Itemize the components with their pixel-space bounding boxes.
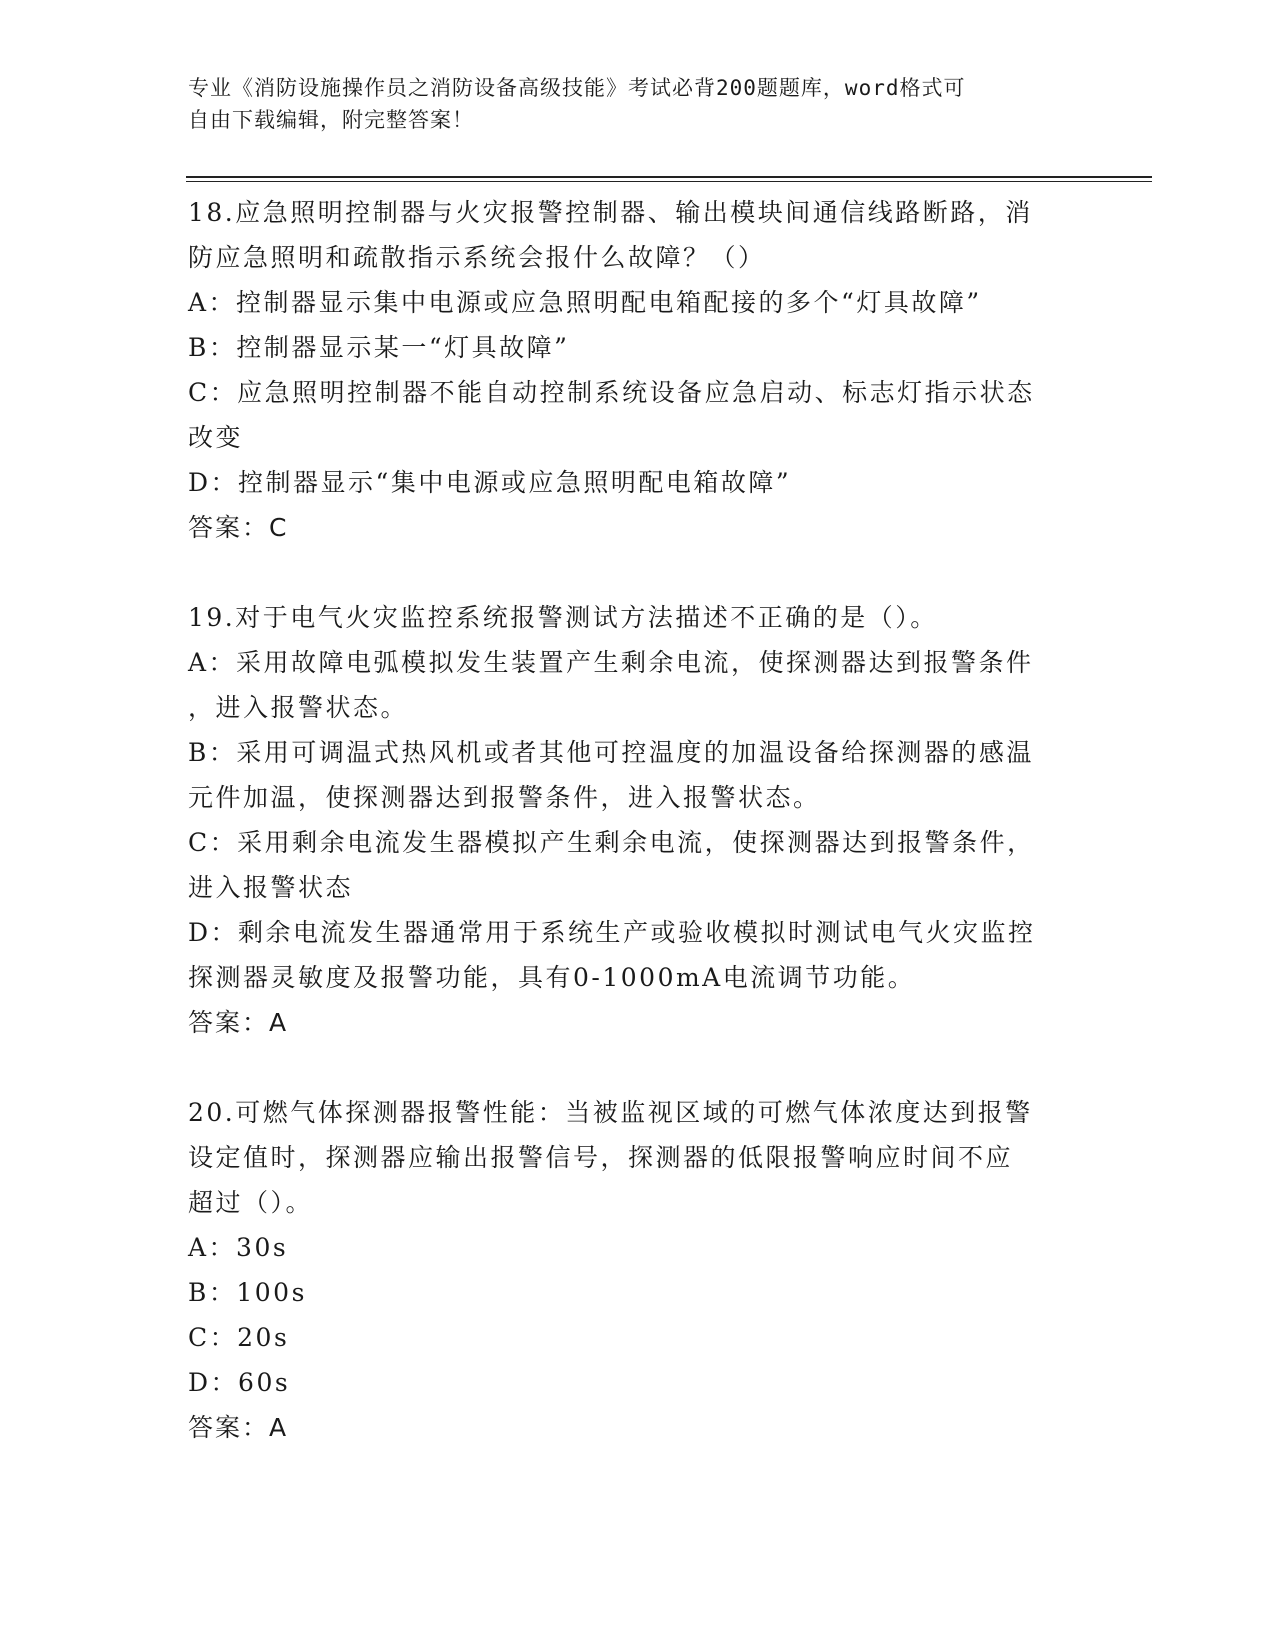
option-line: 改变	[188, 423, 244, 452]
option-line: B：100s	[188, 1278, 307, 1307]
option-line: D：60s	[188, 1368, 291, 1397]
question-stem-line: 20.可燃气体探测器报警性能：当被监视区域的可燃气体浓度达到报警	[188, 1098, 1033, 1127]
question-stem-line: 防应急照明和疏散指示系统会报什么故障？（）	[188, 243, 766, 272]
question-stem-line: 超过（）。	[188, 1188, 314, 1217]
question-block	[188, 595, 1068, 1045]
question-block	[188, 190, 1068, 550]
answer-line: 答案：A	[188, 1413, 289, 1442]
question-stem-line: 18.应急照明控制器与火灾报警控制器、输出模块间通信线路断路，消	[188, 198, 1033, 227]
document-header	[188, 72, 1068, 136]
header-line: 专业《消防设施操作员之消防设备高级技能》考试必背200题题库，word格式可	[188, 76, 966, 100]
option-line: A：30s	[188, 1233, 289, 1262]
question-stem-line: 设定值时，探测器应输出报警信号，探测器的低限报警响应时间不应	[188, 1143, 1014, 1172]
question-spacer	[188, 550, 1068, 595]
option-line: B：控制器显示某一“灯具故障”	[188, 333, 570, 362]
option-line: C：应急照明控制器不能自动控制系统设备应急启动、标志灯指示状态	[188, 378, 1035, 407]
option-line: A：采用故障电弧模拟发生装置产生剩余电流，使探测器达到报警条件	[188, 648, 1034, 677]
header-rule-thin	[186, 181, 1152, 182]
option-line: ，进入报警状态。	[188, 693, 409, 722]
option-line: 进入报警状态	[188, 873, 354, 902]
option-line: D：剩余电流发生器通常用于系统生产或验收模拟时测试电气火灾监控	[188, 918, 1036, 947]
option-line: D：控制器显示“集中电源或应急照明配电箱故障”	[188, 468, 792, 497]
option-line: 元件加温，使探测器达到报警条件，进入报警状态。	[188, 783, 821, 812]
header-rule	[186, 176, 1152, 178]
option-line: B：采用可调温式热风机或者其他可控温度的加温设备给探测器的感温	[188, 738, 1034, 767]
option-line: C：20s	[188, 1323, 290, 1352]
question-spacer	[188, 1045, 1068, 1090]
option-line: C：采用剩余电流发生器模拟产生剩余电流，使探测器达到报警条件，	[188, 828, 1035, 857]
answer-line: 答案：A	[188, 1008, 289, 1037]
question-stem-line: 19.对于电气火灾监控系统报警测试方法描述不正确的是（）。	[188, 603, 938, 632]
option-line: A：控制器显示集中电源或应急照明配电箱配接的多个“灯具故障”	[188, 288, 982, 317]
question-block	[188, 1090, 1068, 1450]
question-list	[188, 190, 1068, 1450]
answer-line: 答案：C	[188, 513, 289, 542]
option-line: 探测器灵敏度及报警功能，具有0-1000mA电流调节功能。	[188, 963, 916, 992]
header-line: 自由下载编辑，附完整答案！	[188, 108, 474, 132]
